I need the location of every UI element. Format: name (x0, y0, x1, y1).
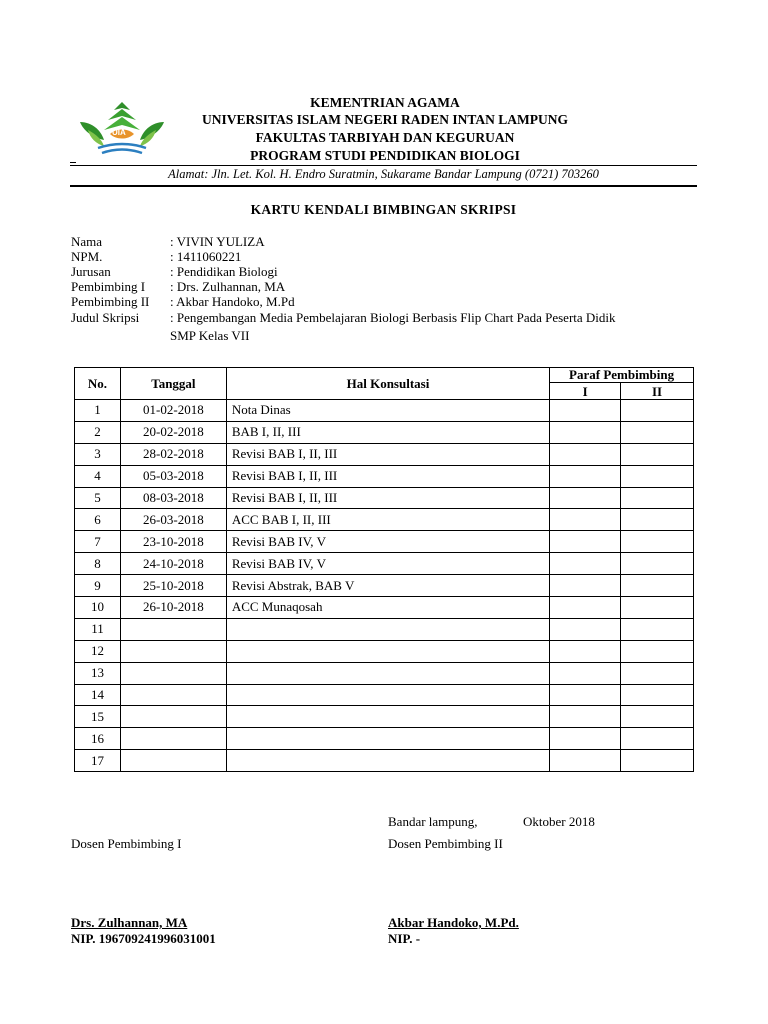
row-number: 14 (75, 684, 121, 706)
table-row (75, 640, 694, 662)
info-label: Jurusan (71, 264, 111, 279)
row-number: 3 (75, 443, 121, 465)
info-value: : VIVIN YULIZA (170, 234, 265, 249)
row-date: 20-02-2018 (120, 421, 226, 443)
table-row (75, 597, 694, 619)
table-row (75, 487, 694, 509)
row-date (120, 618, 226, 640)
table-row (75, 662, 694, 684)
row-paraf-1 (550, 706, 621, 728)
row-consultation: Nota Dinas (226, 400, 549, 422)
table-row (75, 443, 694, 465)
table-row (75, 421, 694, 443)
info-label: Judul Skripsi (71, 310, 140, 325)
row-paraf-2 (621, 728, 694, 750)
table-row (75, 728, 694, 750)
row-consultation: Revisi BAB I, II, III (226, 487, 549, 509)
table-row (75, 575, 694, 597)
table-row (75, 531, 694, 553)
table-row (75, 750, 694, 772)
row-consultation: ACC Munaqosah (226, 597, 549, 619)
row-paraf-2 (621, 531, 694, 553)
left-signer-name: Drs. Zulhannan, MA (71, 915, 188, 930)
table-row (75, 684, 694, 706)
row-number: 2 (75, 421, 121, 443)
row-paraf-1 (550, 443, 621, 465)
row-consultation: Revisi BAB I, II, III (226, 465, 549, 487)
row-consultation: Revisi BAB IV, V (226, 531, 549, 553)
info-label: Pembimbing II (71, 294, 150, 309)
row-number: 11 (75, 618, 121, 640)
right-signer-nip: NIP. - (388, 931, 421, 946)
row-paraf-1 (550, 421, 621, 443)
row-date: 24-10-2018 (120, 553, 226, 575)
row-paraf-1 (550, 640, 621, 662)
row-date: 28-02-2018 (120, 443, 226, 465)
row-consultation (226, 640, 549, 662)
info-label: NPM. (71, 249, 103, 264)
row-date: 05-03-2018 (120, 465, 226, 487)
info-judul-continued: SMP Kelas VII (170, 328, 250, 343)
row-paraf-1 (550, 509, 621, 531)
info-value: : Pengembangan Media Pembelajaran Biologi Berbasis Flip Chart Pada Peserta Didik (170, 310, 616, 325)
info-value: : Pendidikan Biologi (170, 264, 278, 279)
row-paraf-2 (621, 750, 694, 772)
row-consultation (226, 618, 549, 640)
row-paraf-1 (550, 597, 621, 619)
row-paraf-2 (621, 509, 694, 531)
row-paraf-1 (550, 618, 621, 640)
header-address: Alamat: Jln. Let. Kol. H. Endro Suratmin, Sukarame Bandar Lampung (0721) 703260 (168, 167, 599, 181)
row-paraf-1 (550, 487, 621, 509)
table-row (75, 706, 694, 728)
row-date (120, 706, 226, 728)
row-paraf-2 (621, 684, 694, 706)
row-consultation (226, 662, 549, 684)
header-rule-thin (70, 165, 697, 166)
row-paraf-1 (550, 750, 621, 772)
row-number: 13 (75, 662, 121, 684)
right-signer-name: Akbar Handoko, M.Pd. (388, 915, 519, 930)
header-paraf-pembimbing: Paraf Pembimbing (550, 368, 694, 383)
row-consultation: Revisi BAB I, II, III (226, 443, 549, 465)
table-row (75, 509, 694, 531)
row-date: 26-10-2018 (120, 597, 226, 619)
row-number: 17 (75, 750, 121, 772)
row-consultation (226, 728, 549, 750)
table-row (75, 618, 694, 640)
row-number: 9 (75, 575, 121, 597)
row-number: 8 (75, 553, 121, 575)
row-paraf-1 (550, 575, 621, 597)
row-consultation: Revisi Abstrak, BAB V (226, 575, 549, 597)
row-paraf-2 (621, 618, 694, 640)
row-date (120, 728, 226, 750)
header-paraf-1: I (550, 383, 621, 400)
info-label: Pembimbing I (71, 279, 146, 294)
signature-date: Oktober 2018 (523, 814, 595, 829)
row-consultation (226, 684, 549, 706)
row-number: 15 (75, 706, 121, 728)
info-value: : 1411060221 (170, 249, 242, 264)
right-signer-role: Dosen Pembimbing II (388, 836, 503, 851)
header-rule-thick (70, 185, 697, 187)
row-paraf-2 (621, 443, 694, 465)
row-number: 7 (75, 531, 121, 553)
consultation-table (74, 367, 694, 772)
row-date: 25-10-2018 (120, 575, 226, 597)
row-paraf-1 (550, 728, 621, 750)
row-paraf-2 (621, 400, 694, 422)
row-number: 12 (75, 640, 121, 662)
row-paraf-2 (621, 465, 694, 487)
row-date (120, 684, 226, 706)
signature-place: Bandar lampung, (388, 814, 478, 829)
info-label: Nama (71, 234, 103, 249)
row-consultation (226, 750, 549, 772)
row-paraf-2 (621, 575, 694, 597)
row-number: 1 (75, 400, 121, 422)
header-ministry: KEMENTRIAN AGAMA (310, 95, 460, 110)
header-tanggal: Tanggal (120, 368, 226, 400)
logo-text: UIA (112, 128, 126, 137)
left-signer-nip: NIP. 196709241996031001 (71, 931, 216, 946)
header-faculty: FAKULTAS TARBIYAH DAN KEGURUAN (255, 130, 515, 145)
row-paraf-2 (621, 640, 694, 662)
row-paraf-2 (621, 487, 694, 509)
row-paraf-1 (550, 400, 621, 422)
row-date: 08-03-2018 (120, 487, 226, 509)
info-value: : Drs. Zulhannan, MA (170, 279, 286, 294)
row-number: 16 (75, 728, 121, 750)
header-university: UNIVERSITAS ISLAM NEGERI RADEN INTAN LAMPUNG (202, 112, 568, 127)
row-paraf-1 (550, 553, 621, 575)
header-program: PROGRAM STUDI PENDIDIKAN BIOLOGI (250, 148, 520, 163)
row-consultation: Revisi BAB IV, V (226, 553, 549, 575)
info-value: : Akbar Handoko, M.Pd (170, 294, 295, 309)
row-date: 26-03-2018 (120, 509, 226, 531)
row-date (120, 662, 226, 684)
row-consultation (226, 706, 549, 728)
row-consultation: ACC BAB I, II, III (226, 509, 549, 531)
row-number: 10 (75, 597, 121, 619)
row-paraf-1 (550, 662, 621, 684)
row-date: 23-10-2018 (120, 531, 226, 553)
left-signer-role: Dosen Pembimbing I (71, 836, 182, 851)
row-paraf-2 (621, 597, 694, 619)
header-rule-mark (70, 162, 76, 163)
row-number: 5 (75, 487, 121, 509)
row-paraf-2 (621, 706, 694, 728)
table-header-row (75, 368, 694, 383)
header-hal-konsultasi: Hal Konsultasi (226, 368, 549, 400)
document-title: KARTU KENDALI BIMBINGAN SKRIPSI (250, 202, 517, 217)
row-date: 01-02-2018 (120, 400, 226, 422)
table-row (75, 400, 694, 422)
row-number: 6 (75, 509, 121, 531)
row-date (120, 750, 226, 772)
table-row (75, 465, 694, 487)
row-number: 4 (75, 465, 121, 487)
row-paraf-1 (550, 465, 621, 487)
header-paraf-2: II (621, 383, 694, 400)
row-paraf-1 (550, 531, 621, 553)
row-paraf-2 (621, 421, 694, 443)
university-logo (74, 100, 170, 158)
row-paraf-2 (621, 553, 694, 575)
row-paraf-2 (621, 662, 694, 684)
table-row (75, 553, 694, 575)
header-no: No. (75, 368, 121, 400)
row-paraf-1 (550, 684, 621, 706)
row-date (120, 640, 226, 662)
row-consultation: BAB I, II, III (226, 421, 549, 443)
